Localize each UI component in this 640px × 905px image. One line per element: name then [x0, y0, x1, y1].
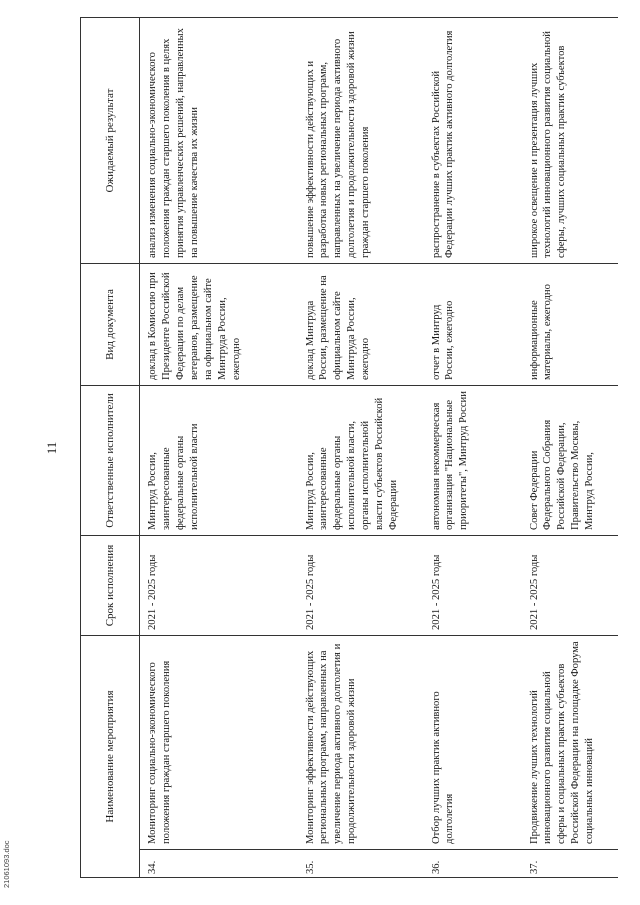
table-row — [522, 18, 618, 878]
row-deadline: 2021 - 2025 годы — [298, 536, 424, 636]
row-number: 36. — [424, 850, 522, 878]
row-doctype: отчет в Минтруд России, ежегодно — [424, 264, 522, 386]
row-executors: автономная некоммерческая организация "Национальные приоритеты", Минтруд России — [424, 386, 522, 536]
table-row — [298, 18, 424, 878]
footer-file-code: 21061093.doc — [2, 840, 11, 888]
row-executors: Минтруд России, заинтересованные федеральные органы исполнительной власти — [140, 386, 298, 536]
column-header-name: Наименование мероприятия — [81, 636, 140, 878]
row-deadline: 2021 - 2025 годы — [140, 536, 298, 636]
table-row — [424, 18, 522, 878]
action-plan-table — [80, 17, 618, 878]
rotated-page — [24, 18, 596, 878]
row-result: повышение эффективности действующих и разработка новых региональных программ, направленных на увеличение периода активного долголетия и продолжительности здоровой жизни граждан старшего поколения — [298, 18, 424, 264]
row-name: Отбор лучших практик активного долголетия — [424, 636, 522, 850]
row-result: распространение в субъектах Российской Федерации лучших практик активного долголетия — [424, 18, 522, 264]
row-deadline: 2021 - 2025 годы — [522, 536, 618, 636]
row-doctype: доклад в Комиссию при Президенте Российской Федерации по делам ветеранов, размещение на официальном сайте Минтруда России, ежегодно — [140, 264, 298, 386]
row-result: широкое освещение и презентация лучших технологий инновационного развития социальной сферы, лучших социальных практик субъектов — [522, 18, 618, 264]
row-doctype: информационные материалы, ежегодно — [522, 264, 618, 386]
column-header-deadline: Срок исполнения — [81, 536, 140, 636]
column-header-executors: Ответственные исполнители — [81, 386, 140, 536]
row-result: анализ изменения социально-экономического положения граждан старшего поколения в целях принятия управленческих решений, направленных на повышение качества их жизни — [140, 18, 298, 264]
table-row — [140, 18, 298, 878]
row-name: Мониторинг эффективности действующих региональных программ, направленных на увеличение периода активного долголетия и продолжительности здоровой жизни — [298, 636, 424, 850]
row-number: 37. — [522, 850, 618, 878]
page-number: 11 — [44, 441, 59, 455]
column-header-result: Ожидаемый результат — [81, 18, 140, 264]
row-executors: Минтруд России, заинтересованные федеральные органы исполнительной власти, органы исполнительной власти субъектов Российской Федерации — [298, 386, 424, 536]
row-number: 34. — [140, 850, 298, 878]
column-header-doctype: Вид документа — [81, 264, 140, 386]
row-name: Мониторинг социально-экономического положения граждан старшего поколения — [140, 636, 298, 850]
row-deadline: 2021 - 2025 годы — [424, 536, 522, 636]
row-number: 35. — [298, 850, 424, 878]
row-executors: Совет Федерации Федерального Собрания Российской Федерации, Правительство Москвы, Минтруд России, — [522, 386, 618, 536]
row-name: Продвижение лучших технологий инновационного развития социальной сферы и социальных практик субъектов Российской Федерации на площадке Форума социальных инноваций — [522, 636, 618, 850]
row-doctype: доклад Минтруда России, размещение на официальном сайте Минтруда России, ежегодно — [298, 264, 424, 386]
table-header-row — [81, 18, 140, 878]
